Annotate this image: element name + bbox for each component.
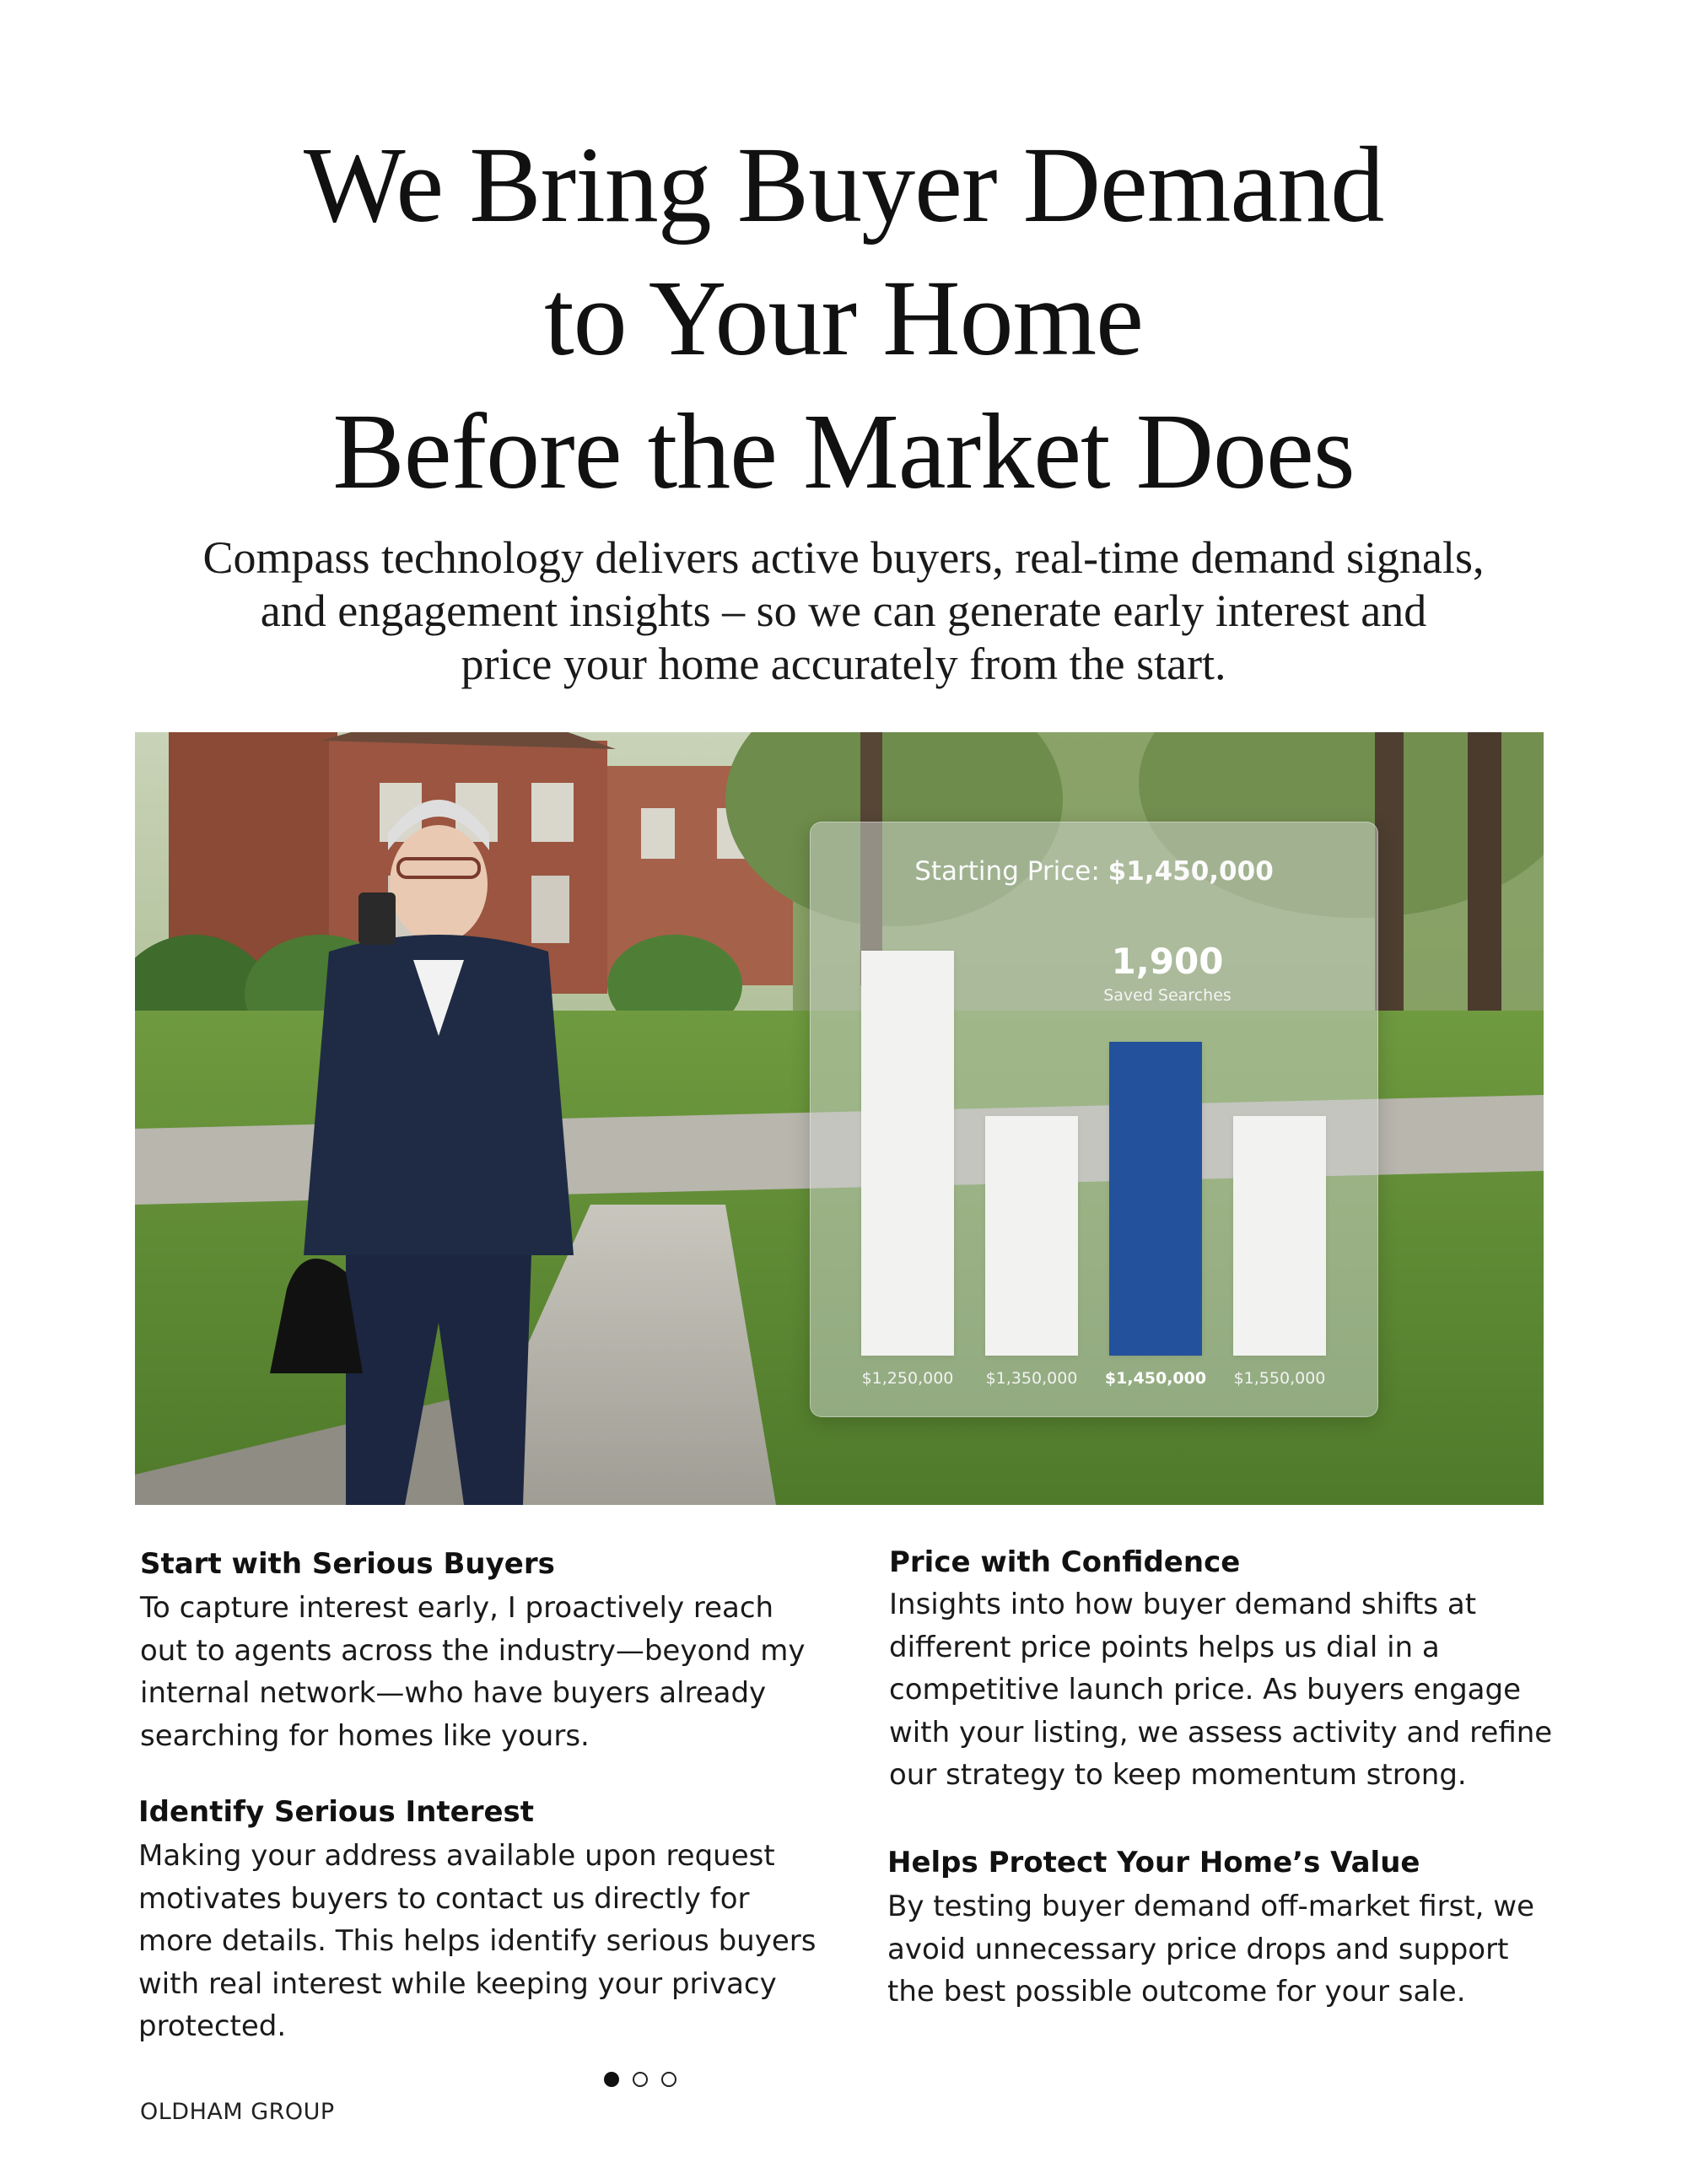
headline-line-3: Before the Market Does <box>332 391 1355 511</box>
chart-title-prefix: Starting Price: <box>914 856 1108 887</box>
pagination-dot-3[interactable] <box>661 2072 676 2087</box>
section-body-serious-interest <box>138 1835 816 2048</box>
chart-bar <box>861 951 954 1356</box>
chart-x-tick-label: $1,550,000 <box>1233 1369 1326 1388</box>
body-line: our strategy to keep momentum strong. <box>889 1758 1467 1792</box>
chart-x-tick-label: $1,250,000 <box>861 1369 954 1388</box>
section-body-protect-value <box>887 1885 1534 2014</box>
chart-title <box>811 856 1377 887</box>
page-headline <box>0 118 1687 518</box>
chart-x-tick-label: $1,350,000 <box>985 1369 1078 1388</box>
section-title-price-confidence: Price with Confidence <box>889 1545 1241 1579</box>
body-line: different price points helps us dial in a <box>889 1630 1440 1664</box>
body-line: By testing buyer demand off-market first, we <box>887 1890 1535 1923</box>
pagination-dot-2[interactable] <box>633 2072 648 2087</box>
section-body-price-confidence <box>889 1583 1552 1797</box>
chart-x-tick-label: $1,450,000 <box>1104 1369 1207 1388</box>
body-line: out to agents across the industry—beyond my <box>140 1633 806 1668</box>
body-line: Making your address available upon request <box>138 1839 775 1873</box>
body-line: To capture interest early, I proactively reach <box>140 1591 774 1625</box>
subhead-line-3: price your home accurately from the start. <box>461 639 1226 689</box>
hero-image <box>135 732 1544 1505</box>
section-body-serious-buyers <box>140 1587 805 1757</box>
body-line: motivates buyers to contact us directly for <box>138 1881 750 1916</box>
page-subheading <box>84 531 1603 691</box>
chart-bar <box>1233 1116 1326 1356</box>
chart-bar <box>985 1116 1078 1356</box>
chart-title-value: $1,450,000 <box>1108 856 1274 887</box>
subhead-line-2: and engagement insights – so we can generate early interest and <box>260 585 1427 636</box>
chart-bar <box>1109 1042 1202 1356</box>
section-title-serious-buyers: Start with Serious Buyers <box>140 1547 555 1581</box>
body-line: searching for homes like yours. <box>140 1718 590 1753</box>
pagination-dot-1[interactable] <box>604 2072 619 2087</box>
body-line: Insights into how buyer demand shifts at <box>889 1588 1477 1621</box>
body-line: more details. This helps identify serious buyers <box>138 1924 817 1958</box>
footer-brand: OLDHAM GROUP <box>140 2099 335 2125</box>
headline-line-1: We Bring Buyer Demand <box>303 125 1384 245</box>
body-line: internal network—who have buyers already <box>140 1676 767 1710</box>
body-line: with real interest while keeping your privacy <box>138 1966 777 2001</box>
demand-chart-panel <box>810 822 1378 1417</box>
saved-searches-value: 1,900 <box>1111 941 1224 982</box>
subhead-line-1: Compass technology delivers active buyers, real-time demand signals, <box>202 532 1485 583</box>
saved-searches-label: Saved Searches <box>1103 986 1232 1005</box>
section-title-protect-value: Helps Protect Your Home’s Value <box>887 1846 1420 1879</box>
headline-line-2: to Your Home <box>544 258 1143 378</box>
body-line: the best possible outcome for your sale. <box>887 1975 1466 2009</box>
body-line: with your listing, we assess activity and refine <box>889 1715 1553 1750</box>
body-line: protected. <box>138 2009 287 2043</box>
body-line: avoid unnecessary price drops and support <box>887 1932 1509 1966</box>
body-line: competitive launch price. As buyers engage <box>889 1673 1522 1707</box>
section-title-serious-interest: Identify Serious Interest <box>138 1795 535 1829</box>
